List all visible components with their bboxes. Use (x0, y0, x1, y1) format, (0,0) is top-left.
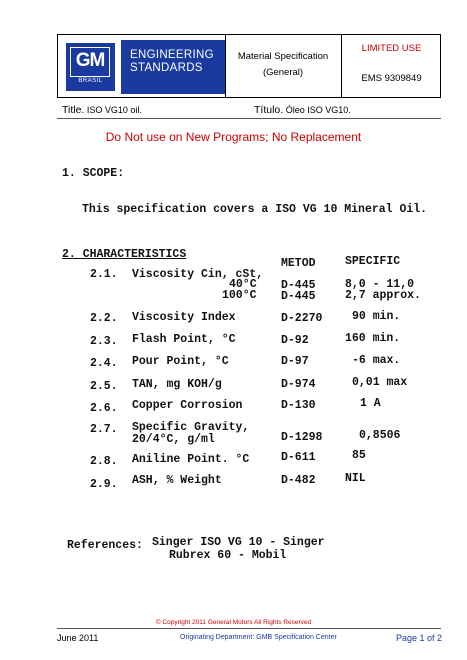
title-english (62, 104, 142, 116)
row-name: TAN, mg KOH/g (132, 378, 222, 391)
row-name: Specific Gravity, (132, 421, 250, 434)
title-portuguese (254, 104, 351, 116)
row-method: D-445 (281, 290, 316, 303)
scope-heading (62, 167, 124, 180)
row-spec: 0,01 max (352, 376, 408, 389)
column-header-method: METOD (281, 257, 316, 270)
row-method: D-130 (281, 399, 316, 412)
header-box (57, 34, 441, 98)
column-header-specific: SPECIFIC (345, 255, 401, 268)
row-num: 2.7. (90, 423, 118, 436)
row-num: 2.2. (90, 312, 118, 325)
row-spec: 90 min. (352, 310, 401, 323)
spec-line1: Material Specification (237, 51, 329, 62)
titulo-value: Óleo ISO VG10. (285, 105, 351, 115)
gm-logo-subtext: BRASIL (78, 78, 103, 84)
reference-line-1: Singer ISO VG 10 - Singer (152, 536, 325, 549)
row-name: Aniline Point. °C (132, 453, 250, 466)
gm-logo-text: GM (70, 47, 110, 77)
row-num: 2.5. (90, 380, 118, 393)
eng-line1: ENGINEERING (130, 49, 214, 61)
row-spec: 160 min. (345, 332, 401, 345)
copyright-notice: © Copyright 2011 General Motors All Rights Reserved (155, 619, 312, 626)
row-num: 2.9. (90, 478, 118, 491)
row-name: 100°C (222, 289, 257, 302)
engineering-standards-block (121, 40, 225, 94)
material-spec-block (225, 35, 341, 81)
reference-line-2: Rubrex 60 - Mobil (169, 549, 287, 562)
row-num: 2.3. (90, 335, 118, 348)
row-spec: NIL (345, 472, 366, 485)
page-number: Page 1 of 2 (396, 633, 443, 643)
row-name: ASH, % Weight (132, 474, 222, 487)
row-spec: 8,0 - 11,0 (345, 278, 415, 291)
row-method: D-611 (281, 451, 316, 464)
limited-use-label: LIMITED USE (361, 43, 422, 54)
spec-line2: (General) (262, 67, 304, 78)
row-method: D-97 (281, 355, 309, 368)
row-method: D-482 (281, 474, 316, 487)
row-name: Viscosity Index (132, 311, 236, 324)
row-name: Copper Corrosion (132, 399, 243, 412)
title-label: Title. (62, 104, 85, 116)
titulo-label: Título. (254, 104, 284, 116)
row-num: 2.8. (90, 455, 118, 468)
eng-line2: STANDARDS (130, 62, 203, 74)
row-name: Viscosity Cin, cSt, (132, 268, 264, 281)
row-spec: 85 (352, 449, 366, 462)
references-label: References: (67, 539, 143, 552)
row-name: Pour Point, °C (132, 355, 229, 368)
row-spec: 0,8506 (359, 429, 401, 442)
row-num: 2.6. (90, 402, 118, 415)
scope-text: This specification covers a ISO VG 10 Mineral Oil. (82, 203, 428, 216)
row-spec: 2,7 approx. (345, 289, 421, 302)
no-replacement-warning: Do Not use on New Programs; No Replacement (105, 130, 362, 144)
row-spec: -6 max. (352, 354, 401, 367)
footer-rule (57, 628, 441, 629)
originating-department: Originating Department: GMB Specification Center (180, 634, 337, 641)
row-method: D-2270 (281, 312, 323, 325)
row-method: D-445 (281, 279, 316, 292)
row-method: D-92 (281, 334, 309, 347)
row-spec: 1 A (360, 397, 381, 410)
characteristics-heading: 2. CHARACTERISTICS (62, 248, 187, 261)
gm-logo (66, 43, 115, 91)
title-value: ISO VG10 oil. (86, 105, 142, 115)
footer-date: June 2011 (57, 633, 99, 643)
title-underline (57, 118, 441, 119)
row-method: D-1298 (281, 431, 323, 444)
row-num: 2.4. (90, 357, 118, 370)
row-num: 2.1. (90, 268, 118, 281)
scope-heading-text: 1. SCOPE: (62, 167, 125, 180)
row-name: Flash Point, °C (132, 333, 236, 346)
row-method: D-974 (281, 378, 316, 391)
row-name: 40°C (229, 278, 257, 291)
row-name: 20/4°C, g/ml (132, 433, 215, 446)
ems-number: EMS 9309849 (361, 73, 422, 84)
